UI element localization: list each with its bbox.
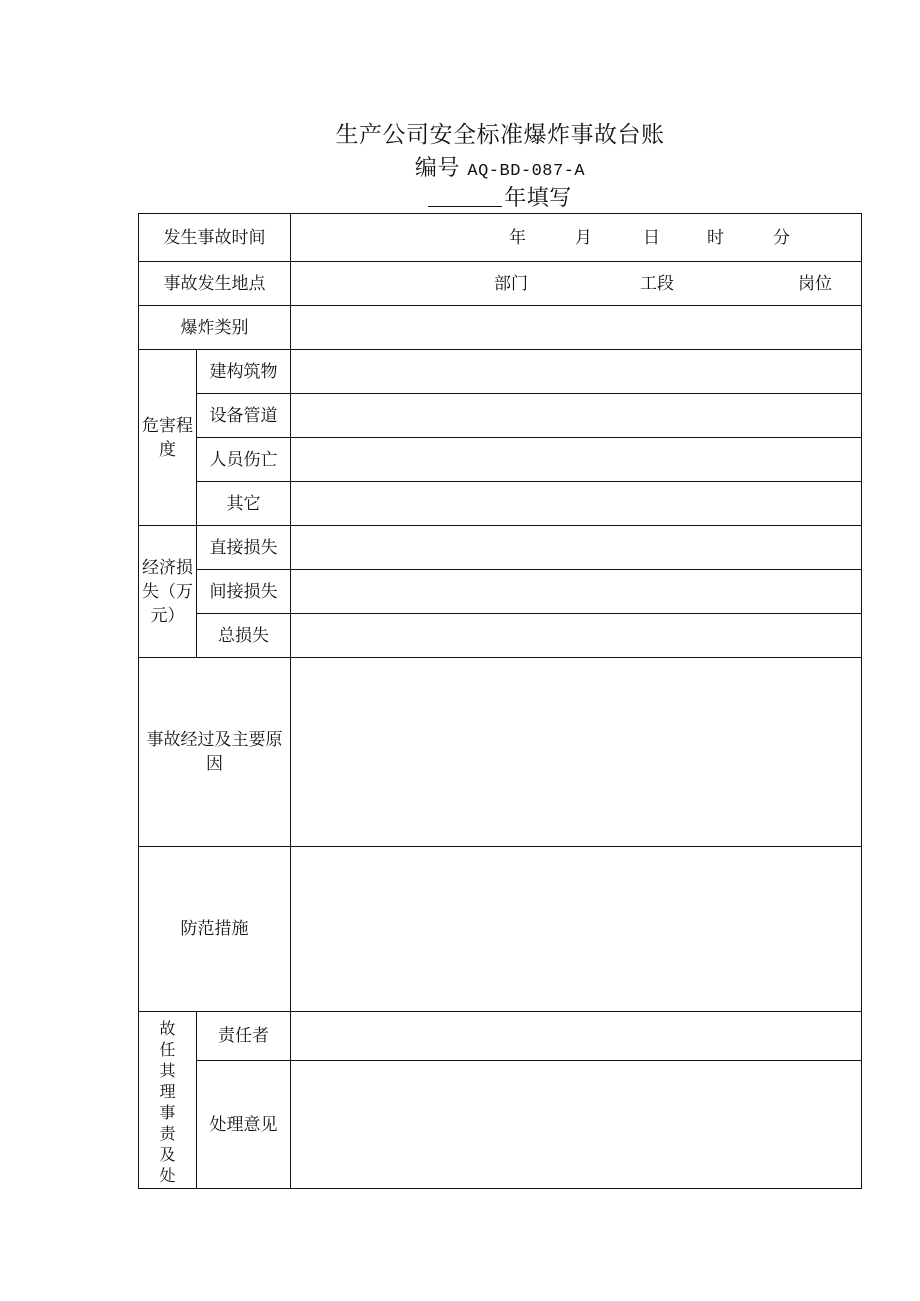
row-time	[139, 214, 862, 262]
time-label: 发生事故时间	[139, 214, 291, 262]
location-unit-post: 岗位	[798, 273, 832, 294]
row-damage-equipment	[139, 394, 862, 438]
row-opinion	[139, 1061, 862, 1189]
opinion-label: 处理意见	[197, 1061, 291, 1189]
responsible-value[interactable]	[291, 1012, 862, 1061]
process-label: 事故经过及主要原因	[139, 658, 291, 847]
year-fill-line	[0, 184, 920, 214]
row-loss-total	[139, 614, 862, 658]
process-value[interactable]	[291, 658, 862, 847]
loss-direct-value[interactable]	[291, 526, 862, 570]
blast-type-label: 爆炸类别	[139, 306, 291, 350]
row-prevention	[139, 847, 862, 1012]
code-label: 编号	[414, 156, 460, 181]
document-code: AQ-BD-087-A	[467, 162, 586, 181]
loss-group-label: 经济损失（万元）	[139, 526, 197, 658]
damage-equipment-value[interactable]	[291, 394, 862, 438]
row-damage-casualty	[139, 438, 862, 482]
damage-item-building: 建构筑物	[197, 350, 291, 394]
row-process	[139, 658, 862, 847]
location-label: 事故发生地点	[139, 262, 291, 306]
accident-ledger-table	[138, 213, 862, 1189]
time-unit-year: 年	[509, 227, 526, 248]
time-unit-hour: 时	[707, 227, 724, 248]
row-location	[139, 262, 862, 306]
row-loss-indirect	[139, 570, 862, 614]
loss-item-total: 总损失	[197, 614, 291, 658]
loss-item-direct: 直接损失	[197, 526, 291, 570]
row-damage-building	[139, 350, 862, 394]
time-unit-minute: 分	[773, 227, 790, 248]
loss-total-value[interactable]	[291, 614, 862, 658]
row-loss-direct	[139, 526, 862, 570]
location-unit-department: 部门	[494, 273, 528, 294]
year-blank[interactable]	[428, 184, 502, 207]
location-unit-section: 工段	[640, 273, 674, 294]
document-title: 生产公司安全标准爆炸事故台账	[335, 122, 665, 148]
prevention-label: 防范措施	[139, 847, 291, 1012]
opinion-value[interactable]	[291, 1061, 862, 1189]
damage-item-equipment: 设备管道	[197, 394, 291, 438]
prevention-value[interactable]	[291, 847, 862, 1012]
row-blast-type	[139, 306, 862, 350]
damage-other-value[interactable]	[291, 482, 862, 526]
responsibility-group-label: 故任其理事责及处	[159, 1019, 176, 1185]
damage-item-other: 其它	[197, 482, 291, 526]
damage-casualty-value[interactable]	[291, 438, 862, 482]
document-code-line	[0, 154, 920, 187]
responsible-label: 责任者	[197, 1012, 291, 1061]
time-value[interactable]	[291, 214, 862, 262]
damage-building-value[interactable]	[291, 350, 862, 394]
blast-type-value[interactable]	[291, 306, 862, 350]
row-responsible	[139, 1012, 862, 1061]
location-value[interactable]	[291, 262, 862, 306]
damage-item-casualty: 人员伤亡	[197, 438, 291, 482]
damage-group-label: 危害程度	[139, 350, 197, 526]
loss-item-indirect: 间接损失	[197, 570, 291, 614]
responsibility-group-cell	[139, 1012, 197, 1189]
year-fill-label: 年填写	[504, 186, 572, 211]
time-unit-day: 日	[643, 227, 660, 248]
row-damage-other	[139, 482, 862, 526]
loss-indirect-value[interactable]	[291, 570, 862, 614]
time-unit-month: 月	[575, 227, 592, 248]
